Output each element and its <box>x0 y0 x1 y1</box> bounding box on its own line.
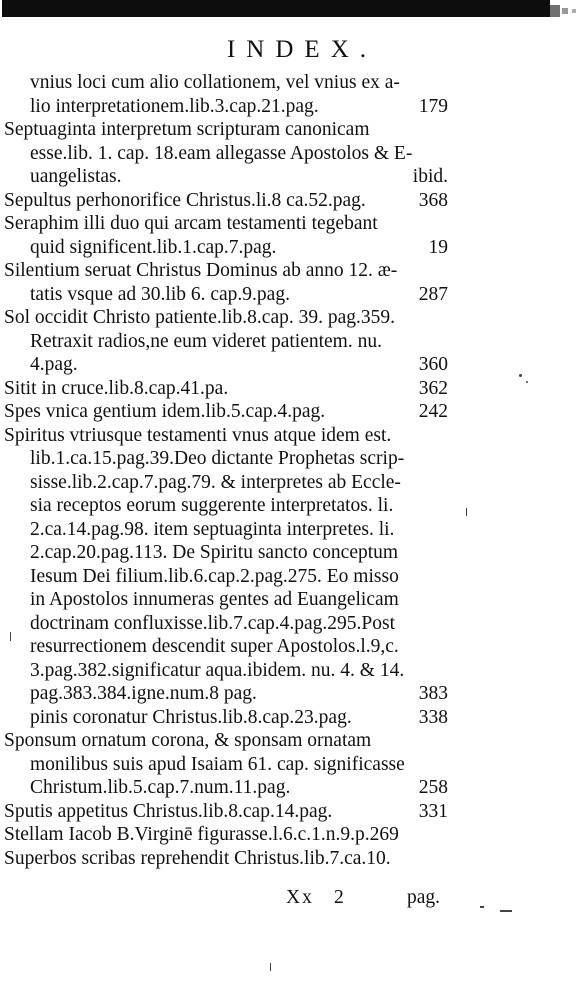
index-entry-text: Stellam Iacob B.Virginē figurasse.l.6.c.1.n.9.p.269 <box>4 824 399 845</box>
index-entry-text: Silentium seruat Christus Dominus ab anno 12. æ- <box>4 260 398 281</box>
index-entry-text: Sponsum ornatum corona, & sponsam ornatam <box>4 730 372 751</box>
index-line <box>30 283 448 306</box>
page-reference: 179 <box>418 95 448 117</box>
index-line <box>30 588 448 611</box>
page-reference: 331 <box>418 800 448 822</box>
index-line <box>30 353 448 376</box>
index-entry-text: Sepultus perhonorifice Christus.li.8 ca.52.pag. <box>4 189 366 211</box>
index-entry-text: Seraphim illi duo qui arcam testamenti tegebant <box>4 213 378 234</box>
index-entry-text: 3.pag.382.significatur aqua.ibidem. nu. 4. & 14. <box>30 659 405 681</box>
index-entry-text: pinis coronatur Christus.lib.8.cap.23.pag. <box>30 706 352 728</box>
catchword: pag. <box>407 887 441 908</box>
index-line <box>30 776 448 799</box>
index-line <box>4 400 448 423</box>
index-entry-text: esse.lib. 1. cap. 18.eam allegasse Apostolos & E- <box>30 142 413 164</box>
index-entry-text: monilibus suis apud Isaiam 61. cap. significasse <box>30 753 405 775</box>
index-entry-text: quid significent.lib.1.cap.7.pag. <box>30 236 277 258</box>
signature-mark: Xx <box>286 887 314 908</box>
page-reference: 368 <box>418 189 448 211</box>
index-entry-text: 2.ca.14.pag.98. item septuaginta interpretes. li. <box>30 518 395 540</box>
index-entry-text: sia receptos eorum suggerente interpretatos. li. <box>30 495 394 516</box>
print-speck <box>466 508 467 516</box>
print-speck <box>270 963 271 971</box>
index-entry-text: Retraxit radios,ne eum videret patientem. nu. <box>30 330 382 352</box>
page-reference: 258 <box>418 777 448 798</box>
page-reference: 19 <box>428 236 448 258</box>
index-entry-text: 2.cap.20.pag.113. De Spiritu sancto conceptum <box>30 542 399 563</box>
index-entry-text: Septuaginta interpretum scripturam canonicam <box>4 119 370 140</box>
index-line <box>4 306 448 329</box>
index-entry-text: tatis vsque ad 30.lib 6. cap.9.pag. <box>30 283 290 305</box>
index-entry-text: lio interpretationem.lib.3.cap.21.pag. <box>30 95 319 117</box>
index-line <box>4 823 448 846</box>
index-line <box>30 753 448 776</box>
index-line <box>4 118 448 141</box>
index-line <box>30 447 448 470</box>
index-entry-text: Sitit in cruce.lib.8.cap.41.pa. <box>4 377 229 399</box>
index-entry-text: Superbos scribas reprehendit Christus.lib.7.ca.10. <box>4 847 391 869</box>
index-line <box>4 259 448 282</box>
print-speck <box>480 906 484 908</box>
index-entry-text: lib.1.ca.15.pag.39.Deo dictante Prophetas scrip- <box>30 448 405 469</box>
page-reference: 362 <box>418 377 448 399</box>
index-line <box>4 377 448 400</box>
signature-number: 2 <box>334 887 344 908</box>
index-line <box>4 729 448 752</box>
top-border-rule <box>2 0 550 17</box>
index-line <box>30 236 448 259</box>
page-reference: ibid. <box>412 166 448 187</box>
index-entry-text: sisse.lib.2.cap.7.pag.79. & interpretes ab Eccle- <box>30 471 401 493</box>
index-line <box>30 565 448 588</box>
index-line <box>30 95 448 118</box>
page-reference: 338 <box>418 706 448 728</box>
index-entry-text: uangelistas. <box>30 166 122 187</box>
index-line <box>30 682 448 705</box>
index-line <box>30 471 448 494</box>
index-entry-text: Spes vnica gentium idem.lib.5.cap.4.pag. <box>4 401 326 422</box>
index-entry-text: Christum.lib.5.cap.7.num.11.pag. <box>30 777 291 798</box>
index-line <box>30 541 448 564</box>
index-line <box>30 142 448 165</box>
index-line <box>30 494 448 517</box>
index-line <box>30 330 448 353</box>
print-speck <box>500 910 512 912</box>
index-line <box>4 212 448 235</box>
index-entry-text: Iesum Dei filium.lib.6.cap.2.pag.275. Eo misso <box>30 565 399 587</box>
page-title: INDEX. <box>226 36 377 63</box>
index-entry-text: Spiritus vtriusque testamenti vnus atque idem est. <box>4 424 392 446</box>
print-speck <box>526 381 528 383</box>
index-entry-text: in Apostolos innumeras gentes ad Euangelicam <box>30 589 399 610</box>
index-line <box>30 518 448 541</box>
index-line <box>30 635 448 658</box>
print-speck <box>519 374 522 377</box>
index-entry-text: pag.383.384.igne.num.8 pag. <box>30 683 257 704</box>
index-line <box>30 612 448 635</box>
index-entry-text: doctrinam confluxisse.lib.7.cap.4.pag.295.Post <box>30 612 396 634</box>
index-entry-text: resurrectionem descendit super Apostolos.l.9,c. <box>30 636 399 657</box>
print-speck <box>550 5 560 17</box>
index-line <box>30 706 448 729</box>
index-line <box>4 847 448 870</box>
page-reference: 287 <box>418 283 448 305</box>
page-reference: 242 <box>418 401 448 422</box>
index-entry-text: vnius loci cum alio collationem, vel vnius ex a- <box>30 72 400 93</box>
print-speck <box>572 9 576 13</box>
index-line <box>4 800 448 823</box>
index-line <box>30 71 448 94</box>
page-reference: 360 <box>418 354 448 375</box>
index-entry-text: Sputis appetitus Christus.lib.8.cap.14.pag. <box>4 800 333 822</box>
index-line <box>4 424 448 447</box>
index-entry-text: Sol occidit Christo patiente.lib.8.cap. 39. pag.359. <box>4 307 396 328</box>
index-entry-text: 4.pag. <box>30 354 78 375</box>
index-line <box>30 659 448 682</box>
index-line <box>4 189 448 212</box>
page-reference: 383 <box>418 683 448 704</box>
index-line <box>30 165 448 188</box>
print-speck <box>10 632 11 641</box>
print-speck <box>562 8 568 14</box>
